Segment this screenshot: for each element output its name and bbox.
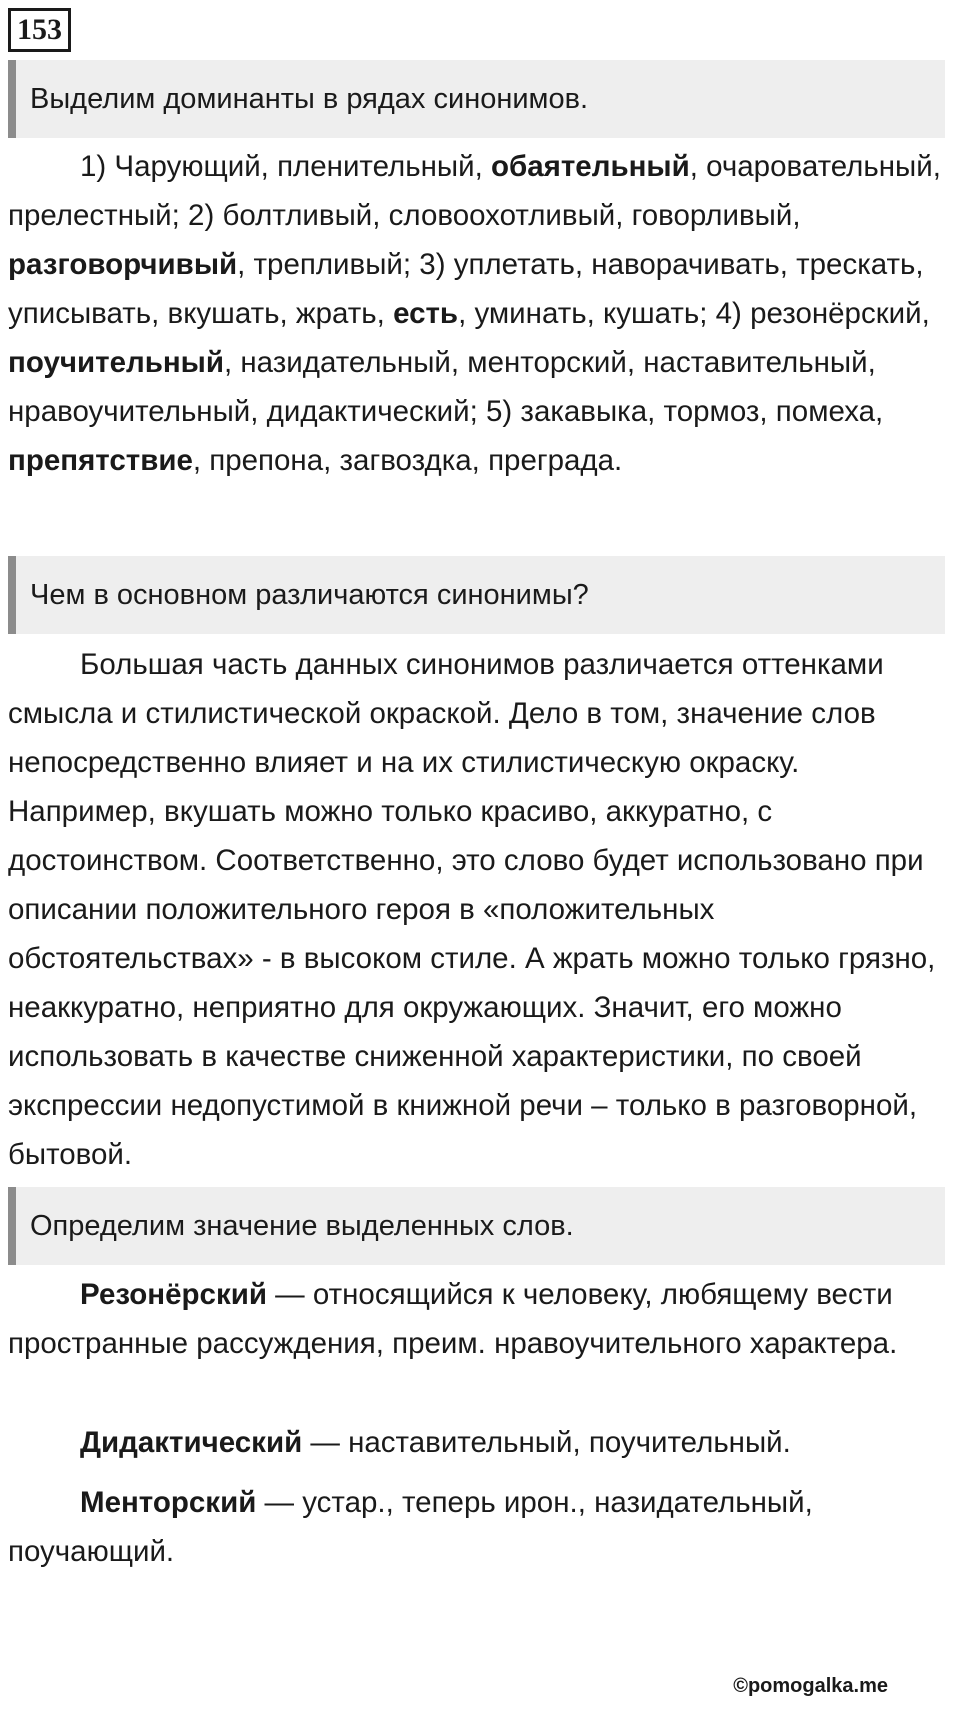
- bold-term: поучительный: [8, 346, 224, 379]
- definition-didaktichesky: [8, 1418, 953, 1467]
- bold-term: есть: [393, 297, 459, 330]
- text-segment: Большая часть данных синонимов различается оттенками смысла и стилистической окраской. Дело в том, значение слов непосредственно влияет и на их стилистическую окраску. Например, вкушать можно только красиво, аккуратно, с достоинством. Соответственно, это слово будет использовано при описании положительного героя в «положительных обстоятельствах» - в высоком стиле. А жрать можно только грязно, неаккуратно, неприятно для окружающих. Значит, его можно использовать в качестве сниженной характеристики, по своей экспрессии недопустимой в книжной речи – только в разговорной, бытовой.: [8, 648, 936, 1171]
- text-segment: , препона, загвоздка, преграда.: [192, 444, 623, 477]
- text-segment: — устар., теперь ирон., назидательный, поучающий.: [8, 1486, 813, 1568]
- text-segment: , очаровательный, прелестный; 2) болтливый, словоохотливый, говорливый,: [8, 150, 941, 232]
- text-segment: , трепливый; 3) уплетать, наворачивать, трескать, уписывать, вкушать, жрать,: [8, 248, 924, 330]
- text-segment: , уминать, кушать; 4) резонёрский,: [458, 297, 930, 330]
- bold-term: Резонёрский: [80, 1278, 267, 1311]
- bold-term: Менторский: [80, 1486, 257, 1519]
- text-segment: , назидательный, менторский, наставительный, нравоучительный, дидактический; 5) закавыка, тормоз, помеха,: [8, 346, 884, 428]
- watermark-text: ©pomogalka.me: [733, 1675, 888, 1697]
- bold-term: разговорчивый: [8, 248, 238, 281]
- bold-term: Дидактический: [80, 1426, 303, 1459]
- definition-mentorsky: [8, 1478, 953, 1576]
- bold-term: обаятельный: [490, 150, 690, 183]
- bold-term: препятствие: [8, 444, 193, 477]
- definition-rezonyorsky: [8, 1270, 953, 1368]
- text-segment: — относящийся к человеку, любящему вести пространные рассуждения, преим. нравоучительного характера.: [8, 1278, 898, 1360]
- section-header-meanings: Определим значение выделенных слов.: [8, 1187, 945, 1265]
- text-segment: — наставительный, поучительный.: [302, 1426, 791, 1459]
- text-segment: 1) Чарующий, пленительный,: [80, 150, 491, 183]
- paragraph-differences: [8, 640, 953, 1179]
- task-number-box: 153: [8, 8, 71, 52]
- paragraph-dominants: [8, 142, 953, 485]
- section-header-differences: Чем в основном различаются синонимы?: [8, 556, 945, 634]
- section-header-dominants: Выделим доминанты в рядах синонимов.: [8, 60, 945, 138]
